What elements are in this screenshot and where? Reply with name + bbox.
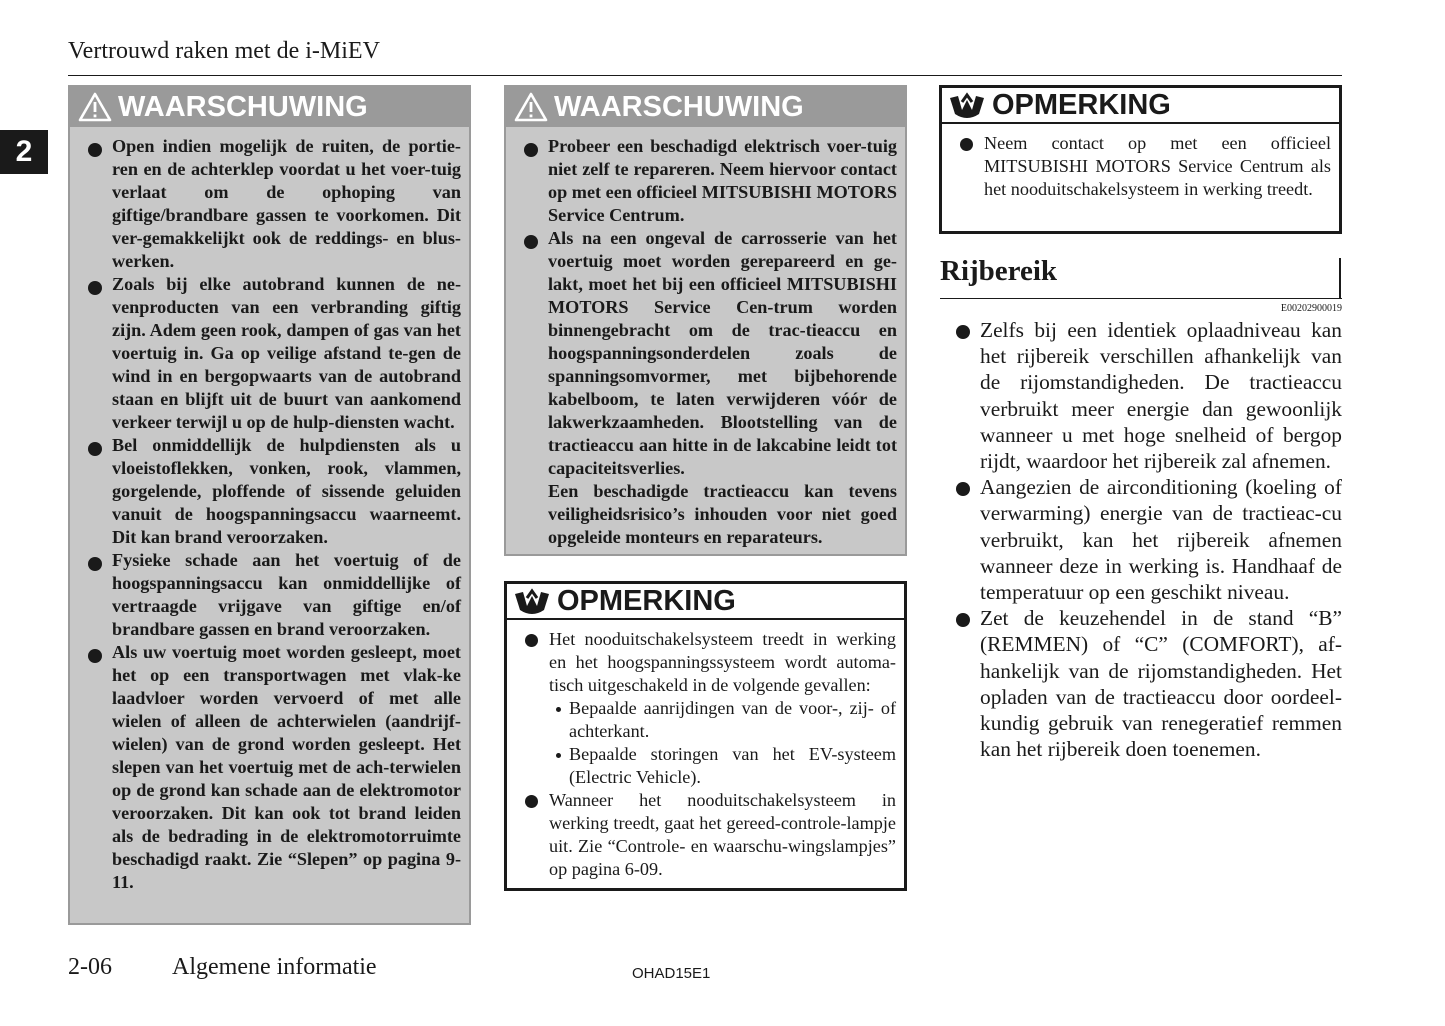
bullet-icon — [525, 634, 538, 647]
bullet-icon — [525, 795, 538, 808]
list-item: Open indien mogelijk de ruiten, de portie-ren en de achterklep voordat u het voer-tuig verlaat om de ophoping van giftige/brandbare gassen te voorkomen. Dit ver-gemakkelijkt ook de reddings- en blus-werken. — [88, 135, 461, 273]
sub-list-item: Bepaalde aanrijdingen van de voor-, zij- of achterkant. — [549, 697, 896, 743]
list-item: Probeer een beschadigd elektrisch voer-tuig niet zelf te repareren. Neem hiervoor contact op met een officieel MITSUBISHI MOTORS Service Centrum. — [524, 135, 897, 227]
list-item: Bel onmiddellijk de hulpdiensten als u vloeistoflekken, vonken, rook, vlammen, gorgelende, ploffende of sissende geluiden vanuit de hoogspanningsaccu waarneemt. Dit kan brand veroorzaken. — [88, 434, 461, 549]
note-box-right — [939, 85, 1342, 234]
warning-extra-text: Een beschadigde tractieaccu kan tevens veiligheidsrisico’s inhouden voor niet goed opgeleide monteurs en reparateurs. — [548, 481, 897, 547]
warning-title: WAARSCHUWING — [118, 90, 368, 123]
header-divider — [68, 75, 1342, 76]
running-header: Vertrouwd raken met de i-MiEV — [68, 38, 380, 64]
section-divider — [940, 298, 1342, 299]
note-box-middle — [504, 581, 907, 891]
section-code: E00202900019 — [1280, 303, 1342, 314]
bullet-icon — [960, 138, 973, 151]
section-list — [956, 317, 1342, 762]
list-item: Aangezien de airconditioning (koeling of verwarming) energie van de tractieac-cu verbruikt, kan het rijbereik afnemen wanneer deze in werking is. Handhaaf de temperatuur op een geschikt niveau. — [956, 474, 1342, 605]
list-item: Fysieke schade aan het voertuig of de hoogspanningsaccu kan onmiddellijke of vertraagde vrijgave van giftige en/of brandbare gassen en brand veroorzaken. — [88, 549, 461, 641]
footer-section-title: Algemene informatie — [172, 954, 377, 980]
section-title: Rijbereik — [940, 255, 1058, 287]
sub-list — [549, 697, 896, 789]
hand-note-icon — [513, 586, 551, 616]
warning-box-left — [68, 85, 471, 925]
page-number: 2-06 — [68, 954, 112, 980]
bullet-icon — [956, 325, 970, 339]
sub-list-item: Bepaalde storingen van het EV-systeem (Electric Vehicle). — [549, 743, 896, 789]
list-item: Neem contact op met een officieel MITSUBISHI MOTORS Service Centrum als het nooduitschakelsysteem in werking treedt. — [960, 132, 1331, 201]
small-bullet-icon — [556, 707, 561, 712]
list-item: Zoals bij elke autobrand kunnen de ne-venproducten van een verbranding giftig zijn. Adem geen rook, dampen of gas van het voertuig in. Ga op veilige afstand te-gen de wind in en bergopwaarts van de autobrand staan en blijft uit de buurt van aankomend verkeer terwijl u op de hulp-diensten wacht. — [88, 273, 461, 434]
bullet-icon — [88, 143, 102, 157]
note-title: OPMERKING — [992, 88, 1171, 121]
note-list — [507, 620, 904, 881]
list-item: Het nooduitschakelsysteem treedt in werking en het hoogspanningssysteem wordt automa-tisch uitgeschakeld in de volgende gevallen: Bepaalde aanrijdingen van de voor-, zij- of achterkant. Bepaalde storingen van het EV-systeem (Electric Vehicle). — [525, 628, 896, 789]
warning-header — [506, 87, 905, 127]
list-item: Als na een ongeval de carrosserie van het voertuig moet worden gerepareerd en ge-lakt, moet het bij een officieel MITSUBISHI MOTORS Service Cen-trum worden binnengebracht om de trac-tieaccu en hoogspanningsonderdelen zoals de spanningsomvormer, met bijbehorende kabelboom, te laten verwijderen vóór de lakwerkzaamheden. Blootstelling van de tractieaccu aan hitte in de lakcabine leidt tot capaciteitsverlies. Een beschadigde tractieaccu kan tevens veiligheidsrisico’s inhouden voor niet goed opgeleide monteurs en reparateurs. — [524, 227, 897, 549]
warning-triangle-icon — [514, 92, 548, 122]
bullet-icon — [88, 557, 102, 571]
chapter-tab: 2 — [0, 130, 48, 174]
note-header — [942, 88, 1339, 124]
hand-note-icon — [948, 90, 986, 120]
bullet-icon — [524, 235, 538, 249]
warning-box-middle — [504, 85, 907, 556]
warning-triangle-icon — [78, 92, 112, 122]
bullet-icon — [956, 482, 970, 496]
warning-title: WAARSCHUWING — [554, 90, 804, 123]
bullet-icon — [956, 613, 970, 627]
list-item: Als uw voertuig moet worden gesleept, moet het op een transportwagen met vlak-ke laadvloer worden vervoerd of met alle wielen of alleen de achterwielen (aandrijf-wielen) van de grond worden gesleept. Het slepen van het voertuig met de ach-terwielen op de grond kan schade aan de elektromotor veroorzaken. Dit kan ook tot brand leiden als de bedrading in de elektromotorruimte beschadigd raakt. Zie “Slepen” op pagina 9-11. — [88, 641, 461, 894]
bullet-icon — [88, 649, 102, 663]
warning-header — [70, 87, 469, 127]
note-list — [942, 124, 1339, 201]
bullet-icon — [88, 281, 102, 295]
list-item: Zet de keuzehendel in de stand “B” (REMMEN) of “C” (COMFORT), af-hankelijk van de rijomstandigheden. Het opladen van de tractieaccu door oordeel-kundig gebruik van renegeratief remmen kan het rijbereik doen toenemen. — [956, 605, 1342, 762]
warning-list — [506, 127, 905, 549]
document-code: OHAD15E1 — [632, 965, 711, 982]
warning-list — [70, 127, 469, 894]
list-item: Zelfs bij een identiek oplaadniveau kan het rijbereik verschillen afhankelijk van de rijomstandigheden. De tractieaccu verbruikt meer energie dan gewoonlijk wanneer u met hoge snelheid of bergop rijdt, waardoor het rijbereik zal afnemen. — [956, 317, 1342, 474]
bullet-icon — [88, 442, 102, 456]
list-item: Wanneer het nooduitschakelsysteem in werking treedt, gaat het gereed-controle-lampje uit. Zie “Controle- en waarschu-wingslampjes” op pagina 6-09. — [525, 789, 896, 881]
small-bullet-icon — [556, 753, 561, 758]
bullet-icon — [524, 143, 538, 157]
note-header — [507, 584, 904, 620]
section-title-bracket — [1339, 258, 1341, 298]
note-title: OPMERKING — [557, 584, 736, 617]
